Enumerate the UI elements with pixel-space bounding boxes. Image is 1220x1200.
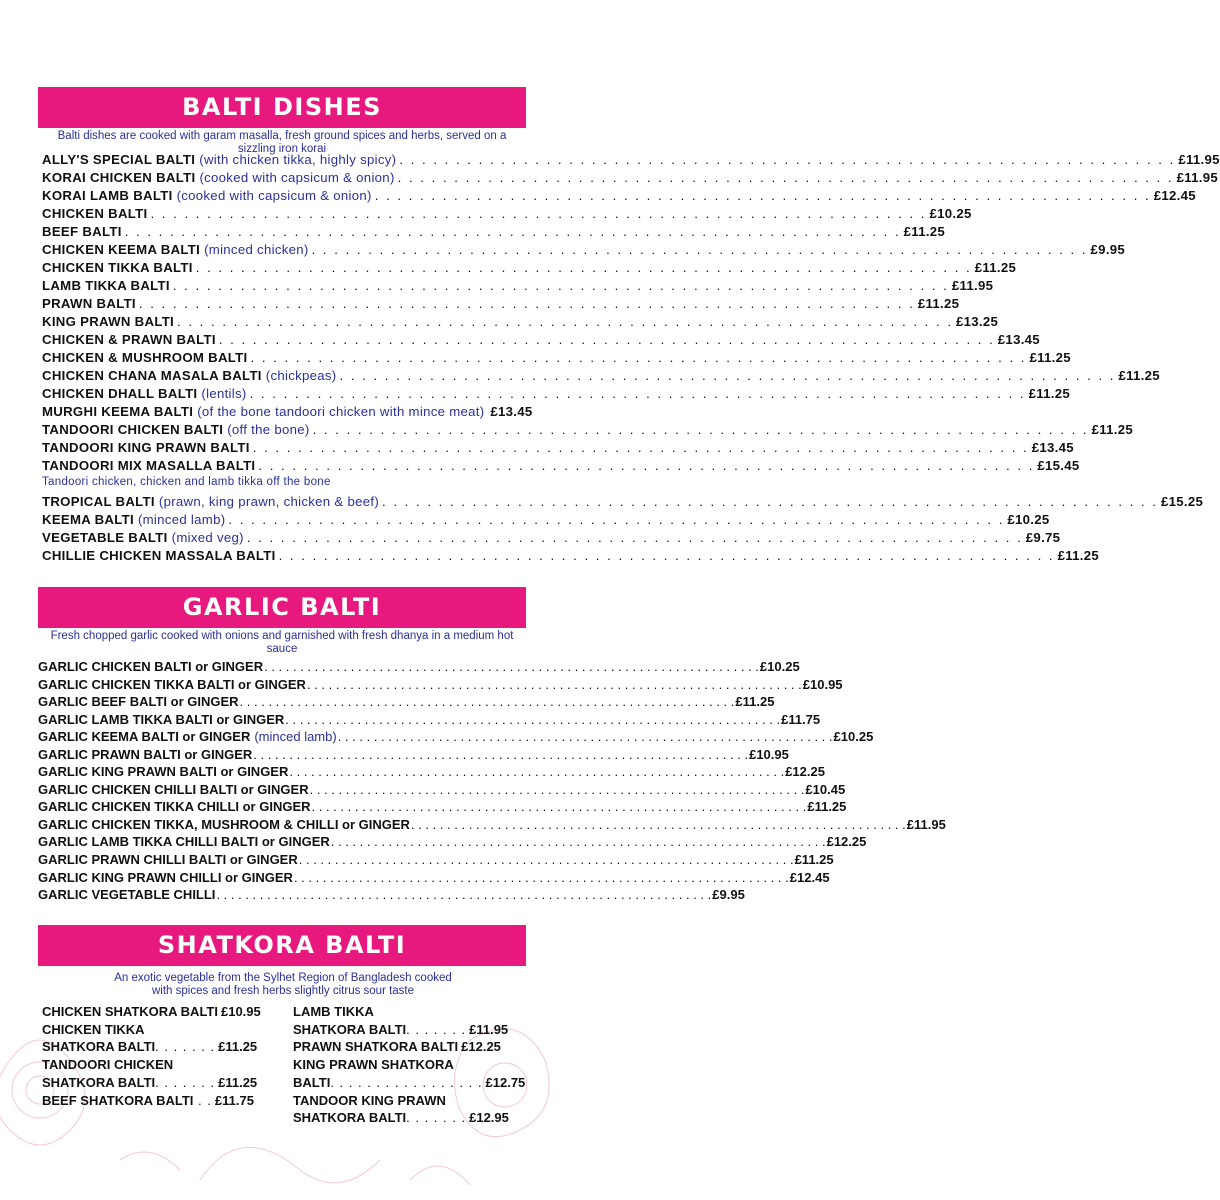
menu-item-info: Tandoori chicken, chicken and lamb tikka off the bone — [42, 476, 331, 488]
dot-leader: . . . . . . . . . . . . . . . . . . . . . . . . . . . . . . . . . . . . . . . . . . . . . . . . . . . . . . . . . . . . . . . . . . . . . — [246, 530, 1023, 545]
dot-leader: . . . . . . . . . . . . . . . . . . . . . . . . . . . . . . . . . . . . . . . . . . . . . . . . . . . . . . . . . . . . . . . . . . . . . — [228, 512, 1005, 527]
shatkora-balti-heading: SHATKORA BALTI — [38, 925, 526, 966]
menu-item-name: VEGETABLE BALTI — [42, 530, 168, 545]
menu-item-price: £11.25 — [974, 260, 1017, 275]
dot-leader: . . . . . . . . . . . . . . . . . . . . . . . . . . . . . . . . . . . . . . . . . . . . . . . . . . . . . . . . . . . . . . . . . . . . . — [285, 711, 781, 727]
menu-item — [38, 711, 821, 730]
menu-item — [42, 422, 1133, 440]
dot-leader: . . . . . . . . . . . . . . . . . . . . . . . . . . . . . . . . . . . . . . . . . . . . . . . . . . . . . . . . . . . . . . . . . . . . . — [382, 494, 1158, 509]
shatkora-item-name: CHICKEN SHATKORA BALTI — [42, 1004, 218, 1019]
dot-leader: . . . . . . . . . . . . . . . . . . . . . . . . . . . . . . . . . . . . . . . . . . . . . . . . . . . . . . . . . . . . . . . . . . . . . — [249, 386, 1026, 401]
menu-item-name: GARLIC VEGETABLE CHILLI — [38, 887, 216, 903]
shatkora-item — [42, 1074, 282, 1092]
dot-leader: . . . . . . . . . . . . . . . . . . . . . . . . . . . . . . . . . . . . . . . . . . . . . . . . . . . . . . . . . . . . . . . . . . . . . — [195, 260, 972, 275]
menu-item-name: GARLIC CHICKEN TIKKA BALTI or GINGER — [38, 676, 306, 692]
menu-item-note: (mixed veg) — [171, 530, 244, 545]
dot-leader: . . . . . . . . . . . . . . . . . . . . . . . . . . . . . . . . . . . . . . . . . . . . . . . . . . . . . . . . . . . . . . . . . . . . . — [278, 548, 1055, 563]
menu-item-name: CHICKEN CHANA MASALA BALTI — [42, 368, 262, 383]
menu-item-name: CHICKEN DHALL BALTI — [42, 386, 198, 401]
menu-item-name: KORAI LAMB BALTI — [42, 188, 173, 203]
shatkora-item-name: PRAWN SHATKORA BALTI — [293, 1039, 459, 1055]
dot-leader: . . . . . . . . . . . . . . . . . . . . . . . . . . . . . . . . . . . . . . . . . . . . . . . . . . . . . . . . . . . . . . . . . . . . . — [309, 781, 805, 797]
dot-leader: . . . . . . . . . . . . . . . . . . . . . . . . . . . . . . . . . . . . . . . . . . . . . . . . . . . . . . . . . . . . . . . . . . . . . — [410, 816, 906, 832]
dot-leader: . . . . . . . — [406, 1021, 467, 1037]
menu-item-name: GARLIC BEEF BALTI or GINGER — [38, 694, 239, 710]
menu-item — [42, 368, 1160, 386]
menu-item-price: £9.95 — [712, 887, 745, 903]
menu-item — [42, 152, 1220, 170]
menu-item-price: £12.25 — [785, 764, 825, 780]
dot-leader: . . . . . . . . . . . . . . . . . . . . . . . . . . . . . . . . . . . . . . . . . . . . . . . . . . . . . . . . . . . . . . . . . . . . . — [293, 869, 789, 885]
menu-item — [38, 869, 830, 888]
menu-item-price: £10.25 — [929, 206, 972, 221]
shatkora-right-column — [293, 1003, 533, 1127]
menu-item — [42, 350, 1071, 368]
garlic-menu-list — [38, 659, 946, 905]
dot-leader: . . . . . . . . . . . . . . . . . . . . . . . . . . . . . . . . . . . . . . . . . . . . . . . . . . . . . . . . . . . . . . . . . . . . . — [306, 676, 802, 692]
dot-leader: . . . . . . . . . . . . . . . . . . . . . . . . . . . . . . . . . . . . . . . . . . . . . . . . . . . . . . . . . . . . . . . . . . . . . — [218, 332, 995, 347]
shatkora-item-price: £11.25 — [218, 1074, 258, 1090]
shatkora-item — [293, 1038, 533, 1056]
menu-item — [42, 440, 1074, 458]
menu-item-price: £11.95 — [1176, 170, 1219, 185]
menu-item-name: CHICKEN & PRAWN BALTI — [42, 332, 216, 347]
shatkora-item — [293, 1021, 533, 1039]
menu-item-name: GARLIC PRAWN BALTI or GINGER — [38, 746, 253, 762]
menu-item-price: £15.45 — [1037, 458, 1080, 473]
dot-leader: . . . . . . . . . . . . . . . . . . . . . . . . . . . . . . . . . . . . . . . . . . . . . . . . . . . . . . . . . . . . . . . . . . . . . — [374, 188, 1151, 203]
menu-item — [38, 834, 867, 852]
menu-item-price: £13.45 — [997, 332, 1040, 347]
menu-item-note: (prawn, king prawn, chicken & beef) — [158, 494, 380, 509]
menu-item — [38, 729, 874, 747]
dot-leader: . . . . . . . . . . . . . . . . . . . . . . . . . . . . . . . . . . . . . . . . . . . . . . . . . . . . . . . . . . . . . . . . . . . . . — [124, 224, 901, 239]
menu-item-name: MURGHI KEEMA BALTI — [42, 404, 194, 419]
shatkora-item — [42, 1021, 282, 1039]
shatkora-item — [293, 1074, 533, 1092]
menu-item-price: £12.25 — [826, 834, 867, 850]
shatkora-item — [42, 1056, 282, 1074]
menu-item-price: £11.25 — [1091, 422, 1133, 437]
dot-leader: . . . . . . . — [155, 1074, 216, 1090]
menu-item-name: BEEF BALTI — [42, 224, 122, 239]
dot-leader: . . — [193, 1092, 212, 1108]
dot-leader: . . . . . . . . . . . . . . . . . . . . . . . . . . . . . . . . . . . . . . . . . . . . . . . . . . . . . . . . . . . . . . . . . . . . . — [264, 659, 759, 674]
dot-leader: . . . . . . . . . . . . . . . . . — [330, 1074, 483, 1090]
shatkora-item-name: SHATKORA BALTI — [293, 1021, 407, 1037]
dot-leader: . . . . . . . . . . . . . . . . . . . . . . . . . . . . . . . . . . . . . . . . . . . . . . . . . . . . . . . . . . . . . . . . . . . . . — [172, 278, 949, 293]
shatkora-item — [293, 1109, 533, 1127]
shatkora-item-price: £11.75 — [214, 1092, 254, 1108]
dot-leader: . . . . . . . . . . . . . . . . . . . . . . . . . . . . . . . . . . . . . . . . . . . . . . . . . . . . . . . . . . . . . . . . . . . . . — [253, 746, 749, 762]
menu-item-name: CHICKEN KEEMA BALTI — [42, 242, 201, 257]
menu-item — [42, 224, 946, 242]
menu-item-note: (chickpeas) — [265, 368, 337, 383]
menu-item-price: £10.25 — [759, 659, 800, 674]
menu-item-price: £13.25 — [956, 314, 999, 329]
menu-item — [38, 764, 825, 782]
menu-item-note: (minced lamb) — [137, 512, 226, 527]
menu-item-name: ALLY'S SPECIAL BALTI — [42, 152, 196, 167]
dot-leader: . . . . . . . . . . . . . . . . . . . . . . . . . . . . . . . . . . . . . . . . . . . . . . . . . . . . . . . . . . . . . . . . . . . . . — [311, 242, 1088, 257]
menu-item-name: GARLIC KING PRAWN BALTI or GINGER — [38, 764, 289, 780]
menu-item — [38, 852, 834, 870]
dot-leader: . . . . . . . . . . . . . . . . . . . . . . . . . . . . . . . . . . . . . . . . . . . . . . . . . . . . . . . . . . . . . . . . . . . . . — [339, 368, 1116, 383]
dot-leader: . . . . . . . . . . . . . . . . . . . . . . . . . . . . . . . . . . . . . . . . . . . . . . . . . . . . . . . . . . . . . . . . . . . . . — [289, 764, 785, 780]
shatkora-item-price: £11.95 — [469, 1021, 509, 1037]
menu-item — [38, 887, 745, 905]
menu-item-price: £11.25 — [735, 694, 775, 710]
balti-dishes-heading: BALTI DISHES — [38, 87, 526, 128]
dot-leader: . . . . . . . . . . . . . . . . . . . . . . . . . . . . . . . . . . . . . . . . . . . . . . . . . . . . . . . . . . . . . . . . . . . . . — [337, 729, 833, 745]
menu-item-name: GARLIC CHICKEN TIKKA, MUSHROOM & CHILLI or GINGER — [38, 816, 410, 832]
dot-leader: . . . . . . . . . . . . . . . . . . . . . . . . . . . . . . . . . . . . . . . . . . . . . . . . . . . . . . . . . . . . . . . . . . . . . — [150, 206, 927, 221]
menu-item-name: KING PRAWN BALTI — [42, 314, 175, 329]
menu-item-price: £11.95 — [951, 278, 994, 293]
menu-item — [42, 260, 1017, 278]
dot-leader: . . . . . . . . . . . . . . . . . . . . . . . . . . . . . . . . . . . . . . . . . . . . . . . . . . . . . . . . . . . . . . . . . . . . . — [138, 296, 915, 311]
menu-item-price: £13.45 — [490, 404, 533, 419]
menu-item-price: £10.25 — [833, 729, 874, 745]
shatkora-item-name: SHATKORA BALTI — [293, 1110, 407, 1126]
menu-item-name: CHILLIE CHICKEN MASSALA BALTI — [42, 548, 276, 563]
menu-item-name: CHICKEN TIKKA BALTI — [42, 260, 193, 275]
menu-item-name: TROPICAL BALTI — [42, 494, 155, 509]
menu-item-price: £10.95 — [749, 746, 789, 762]
menu-item-name: CHICKEN BALTI — [42, 206, 148, 221]
shatkora-item-price: £12.25 — [461, 1039, 501, 1055]
menu-item-price: £12.45 — [1153, 188, 1196, 203]
shatkora-item — [293, 1003, 533, 1021]
dot-leader: . . . . . . . . . . . . . . . . . . . . . . . . . . . . . . . . . . . . . . . . . . . . . . . . . . . . . . . . . . . . . . . . . . . . . — [312, 422, 1089, 437]
menu-item — [42, 476, 526, 494]
menu-item — [42, 278, 994, 296]
shatkora-item-name: SHATKORA BALTI — [42, 1039, 156, 1055]
menu-item-price: £9.75 — [1025, 530, 1061, 545]
menu-item-note: (minced chicken) — [204, 242, 309, 257]
menu-item-price: £11.25 — [794, 852, 834, 868]
dot-leader: . . . . . . . . . . . . . . . . . . . . . . . . . . . . . . . . . . . . . . . . . . . . . . . . . . . . . . . . . . . . . . . . . . . . . — [330, 834, 826, 850]
shatkora-item-price: £10.95 — [220, 1004, 261, 1019]
menu-item-price: £12.45 — [789, 869, 830, 885]
dot-leader: . . . . . . . . . . . . . . . . . . . . . . . . . . . . . . . . . . . . . . . . . . . . . . . . . . . . . . . . . . . . . . . . . . . . . — [298, 852, 794, 868]
menu-item — [42, 296, 960, 314]
menu-item — [38, 676, 843, 695]
menu-item-name: PRAWN BALTI — [42, 296, 136, 311]
menu-item-price: £10.95 — [802, 676, 843, 692]
menu-item — [42, 494, 1204, 512]
shatkora-left-column — [42, 1003, 282, 1109]
menu-item — [42, 548, 1099, 566]
menu-item — [42, 206, 972, 224]
menu-item — [42, 314, 999, 332]
menu-item — [38, 694, 775, 712]
menu-item-price: £9.95 — [1090, 242, 1126, 257]
menu-item — [42, 188, 1196, 206]
shatkora-item-name: KING PRAWN SHATKORA — [293, 1057, 454, 1073]
menu-item — [42, 386, 1070, 404]
dot-leader: . . . . . . . . . . . . . . . . . . . . . . . . . . . . . . . . . . . . . . . . . . . . . . . . . . . . . . . . . . . . . . . . . . . . . — [397, 170, 1174, 185]
menu-item-note: (cooked with capsicum & onion) — [199, 170, 395, 185]
menu-item — [38, 799, 847, 817]
dot-leader: . . . . . . . . . . . . . . . . . . . . . . . . . . . . . . . . . . . . . . . . . . . . . . . . . . . . . . . . . . . . . . . . . . . . . — [258, 458, 1035, 473]
dot-leader: . . . . . . . . . . . . . . . . . . . . . . . . . . . . . . . . . . . . . . . . . . . . . . . . . . . . . . . . . . . . . . . . . . . . . — [250, 350, 1027, 365]
shatkora-item — [293, 1056, 533, 1074]
shatkora-item-price: £12.95 — [469, 1110, 509, 1126]
shatkora-item — [42, 1092, 282, 1110]
dot-leader: . . . . . . . — [406, 1110, 467, 1126]
menu-item-name: GARLIC KING PRAWN CHILLI or GINGER — [38, 869, 293, 885]
shatkora-description: An exotic vegetable from the Sylhet Region of Bangladesh cooked with spices and fresh herbs slightly citrus sour taste — [114, 972, 452, 997]
shatkora-item-name: CHICKEN TIKKA — [42, 1021, 145, 1037]
garlic-balti-heading: GARLIC BALTI — [38, 587, 526, 628]
menu-item-name: GARLIC CHICKEN CHILLI BALTI or GINGER — [38, 781, 309, 797]
menu-item-price: £11.75 — [781, 711, 821, 727]
menu-item-name: GARLIC LAMB TIKKA CHILLI BALTI or GINGER — [38, 834, 330, 850]
menu-item — [42, 530, 1061, 548]
menu-item-price: £10.45 — [805, 781, 846, 797]
menu-item — [42, 404, 533, 422]
menu-item-name: CHICKEN & MUSHROOM BALTI — [42, 350, 248, 365]
dot-leader: . . . . . . . . . . . . . . . . . . . . . . . . . . . . . . . . . . . . . . . . . . . . . . . . . . . . . . . . . . . . . . . . . . . . . — [216, 887, 712, 903]
menu-item — [38, 659, 800, 677]
menu-item-name: GARLIC CHICKEN BALTI or GINGER — [38, 659, 264, 674]
shatkora-item — [42, 1003, 282, 1021]
menu-item-name: TANDOORI KING PRAWN BALTI — [42, 440, 250, 455]
shatkora-item-name: SHATKORA BALTI — [42, 1074, 156, 1090]
menu-item-name: TANDOORI CHICKEN BALTI — [42, 422, 224, 437]
shatkora-item-name: TANDOORI CHICKEN — [42, 1057, 174, 1073]
dot-leader: . . . . . . . . . . . . . . . . . . . . . . . . . . . . . . . . . . . . . . . . . . . . . . . . . . . . . . . . . . . . . . . . . . . . . — [252, 440, 1029, 455]
menu-item-price: £11.95 — [1178, 152, 1220, 167]
menu-item — [38, 816, 946, 835]
dot-leader: . . . . . . . . . . . . . . . . . . . . . . . . . . . . . . . . . . . . . . . . . . . . . . . . . . . . . . . . . . . . . . . . . . . . . — [311, 799, 807, 815]
shatkora-item-name: BEEF SHATKORA BALTI — [42, 1092, 194, 1108]
menu-item-price: £11.25 — [1118, 368, 1160, 383]
menu-item-note: (off the bone) — [227, 422, 310, 437]
menu-item-name: GARLIC LAMB TIKKA BALTI or GINGER — [38, 711, 285, 727]
shatkora-item — [42, 1038, 282, 1056]
menu-item-name: KEEMA BALTI — [42, 512, 134, 527]
menu-item — [38, 781, 846, 800]
menu-item-price: £11.25 — [917, 296, 960, 311]
menu-item-price: £11.25 — [1057, 548, 1099, 563]
dot-leader: . . . . . . . — [155, 1039, 216, 1055]
dot-leader: . . . . . . . . . . . . . . . . . . . . . . . . . . . . . . . . . . . . . . . . . . . . . . . . . . . . . . . . . . . . . . . . . . . . . — [177, 314, 953, 329]
menu-item-price: £11.25 — [903, 224, 946, 239]
menu-item-name: GARLIC KEEMA BALTI or GINGER — [38, 729, 251, 745]
menu-item — [42, 512, 1050, 530]
menu-item-note: (of the bone tandoori chicken with mince meat) — [197, 404, 485, 419]
menu-item-name: KORAI CHICKEN BALTI — [42, 170, 196, 185]
shatkora-item-name: TANDOOR KING PRAWN — [293, 1092, 446, 1108]
dot-leader: . . . . . . . . . . . . . . . . . . . . . . . . . . . . . . . . . . . . . . . . . . . . . . . . . . . . . . . . . . . . . . . . . . . . . — [239, 694, 735, 710]
menu-item — [42, 332, 1040, 350]
menu-item — [42, 170, 1219, 188]
menu-item-name: LAMB TIKKA BALTI — [42, 278, 170, 293]
garlic-description: Fresh chopped garlic cooked with onions and garnished with fresh dhanya in a medium hot sauce — [50, 630, 514, 655]
menu-item-price: £11.25 — [1028, 386, 1070, 401]
menu-item-note: (cooked with capsicum & onion) — [176, 188, 372, 203]
menu-item-note: (lentils) — [201, 386, 247, 401]
menu-item — [42, 458, 1080, 476]
shatkora-item-price: £12.75 — [485, 1074, 526, 1090]
menu-item — [38, 746, 789, 765]
shatkora-item-name: LAMB TIKKA — [293, 1004, 374, 1019]
menu-item — [42, 242, 1126, 260]
menu-item-price: £11.25 — [807, 799, 847, 815]
shatkora-item — [293, 1092, 533, 1110]
menu-item-price: £11.95 — [906, 816, 946, 832]
shatkora-item-price: £11.25 — [218, 1039, 258, 1055]
menu-item-name: GARLIC PRAWN CHILLI BALTI or GINGER — [38, 852, 298, 868]
menu-item-note: (with chicken tikka, highly spicy) — [199, 152, 397, 167]
menu-item-price: £15.25 — [1160, 494, 1204, 509]
menu-item-name: GARLIC CHICKEN TIKKA CHILLI or GINGER — [38, 799, 311, 815]
menu-item-price: £10.25 — [1007, 512, 1050, 527]
menu-item-price: £11.25 — [1029, 350, 1071, 365]
menu-item-price: £13.45 — [1031, 440, 1074, 455]
menu-item-name: TANDOORI MIX MASALLA BALTI — [42, 458, 256, 473]
balti-description: Balti dishes are cooked with garam masalla, fresh ground spices and herbs, served on a sizzling iron korai — [57, 130, 507, 155]
dot-leader: . . . . . . . . . . . . . . . . . . . . . . . . . . . . . . . . . . . . . . . . . . . . . . . . . . . . . . . . . . . . . . . . . . . . . — [399, 152, 1176, 167]
balti-menu-list — [42, 152, 1220, 566]
shatkora-item-name: BALTI — [293, 1074, 331, 1090]
menu-item-note: (minced lamb) — [254, 729, 337, 745]
